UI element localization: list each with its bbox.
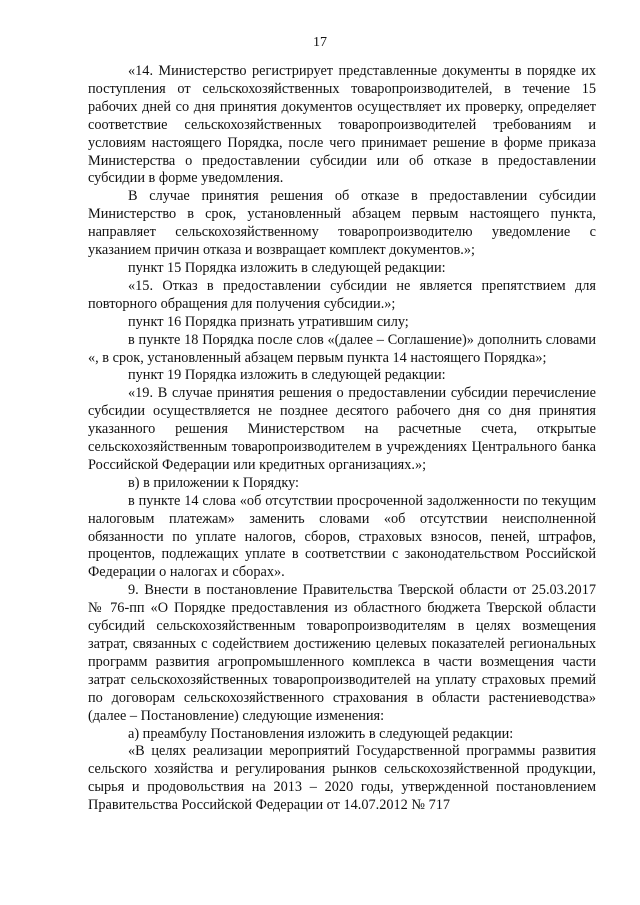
paragraph-refusal-notice: В случае принятия решения об отказе в предоставлении субсидии Министерство в срок, установленный абзацем первым настоящего пункта, направляет сельскохозяйственному товаропроизводителю уведомление с указанием причин отказа и возвращает комплект документов.»;	[88, 188, 596, 259]
paragraph-clause-15-instruction: пункт 15 Порядка изложить в следующей редакции:	[128, 259, 446, 276]
paragraph-appendix-heading: в) в приложении к Порядку:	[128, 474, 300, 491]
paragraph-preamble-instruction: а) преамбулу Постановления изложить в следующей редакции:	[128, 725, 514, 742]
paragraph-14-registration: «14. Министерство регистрирует представленные документы в порядке их поступления от сельскохозяйственных товаропроизводителей, в течение 15 рабочих дней со дня принятия документов осуществляет их проверку, определяет соответствие сельскохозяйственных товаропроизводителей требованиям и условиям настоящего Порядка, после чего принимает решение в форме приказа Министерства о предоставлении субсидии или об отказе в предоставлении субсидии в форме уведомления.	[88, 63, 596, 187]
paragraph-item-9: 9. Внести в постановление Правительства Тверской области от 25.03.2017 № 76-пп «О Порядке предоставления из областного бюджета Тверской области субсидий сельскохозяйственным товаропроизводителям в целях возмещения затрат, связанных с содействием достижению целевых показателей региональных программ развития агропромышленного комплекса в части возмещения части затрат сельскохозяйственных товаропроизводителей на уплату страховых премий по договорам сельскохозяйственного страхования в области растениеводства» (далее – Постановление) следующие изменения:	[88, 582, 596, 724]
paragraph-clause-19-text: «19. В случае принятия решения о предоставлении субсидии перечисление субсидии осуществляется не позднее десятого рабочего дня со дня принятия указанного решения Министерством на расчетные счета, открытые сельскохозяйственным товаропроизводителем в учреждениях Центрального банка Российской Федерации или кредитных организациях.»;	[88, 385, 596, 473]
paragraph-clause-16-repeal: пункт 16 Порядка признать утратившим силу;	[128, 313, 409, 330]
paragraph-appendix-clause-14: в пункте 14 слова «об отсутствии просроченной задолженности по текущим налоговым платежам» заменить словами «об отсутствии неисполненной обязанности по уплате налогов, сборов, страховых взносов, пеней, штрафов, процентов, подлежащих уплате в соответствии с законодательством Российской Федерации о налогах и сборах».	[88, 492, 596, 581]
paragraph-clause-19-instruction: пункт 19 Порядка изложить в следующей редакции:	[128, 367, 446, 384]
paragraph-clause-18-amendment: в пункте 18 Порядка после слов «(далее – Соглашение)» дополнить словами «, в срок, установленный абзацем первым пункта 14 настоящего Порядка»;	[88, 331, 596, 366]
paragraph-clause-15-text: «15. Отказ в предоставлении субсидии не является препятствием для повторного обращения для получения субсидии.»;	[88, 277, 596, 312]
page-number: 17	[313, 35, 327, 50]
document-body	[88, 63, 596, 815]
paragraph-preamble-text: «В целях реализации мероприятий Государственной программы развития сельского хозяйства и регулирования рынков сельскохозяйственной продукции, сырья и продовольствия на 2013 – 2020 годы, утвержденной постановлением Правительства Российской Федерации от 14.07.2012 № 717	[88, 743, 596, 814]
